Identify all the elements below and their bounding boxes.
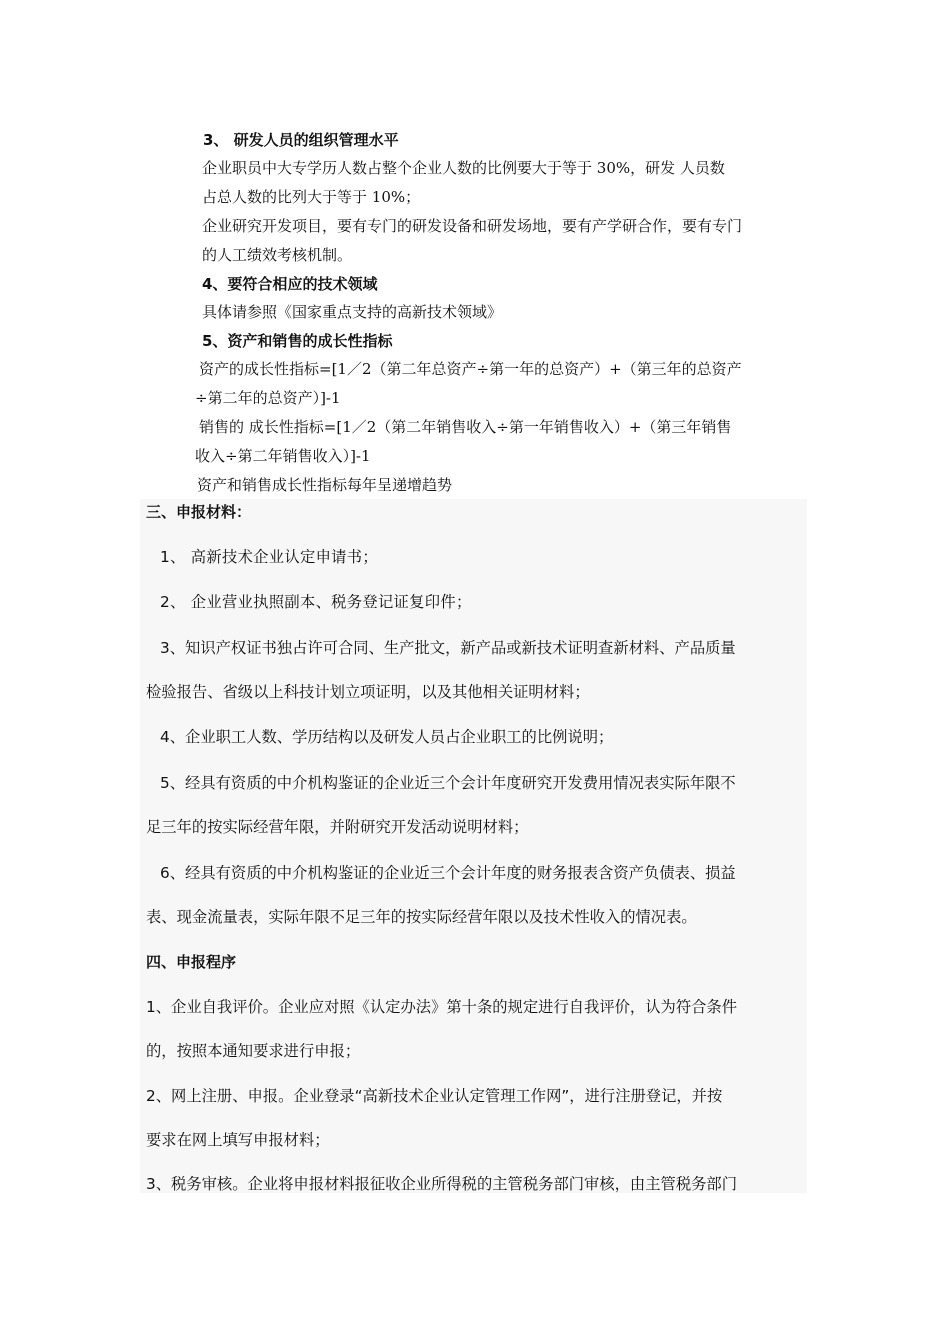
formula-line: ÷第二年的总资产）]-1 xyxy=(195,389,341,407)
list-item: 3、知识产权证书独占许可合同、生产批文，新产品或新技术证明查新材料、产品质量 xyxy=(160,639,736,657)
list-item: 5、经具有资质的中介机构鉴证的企业近三个会计年度研究开发费用情况表实际年限不 xyxy=(160,774,736,792)
paragraph-line: 企业研究开发项目，要有专门的研发设备和研发场地，要有产学研合作，要有专门 xyxy=(202,217,743,235)
formula-line: 销售的 成长性指标=[1／2（第二年销售收入÷第一年销售收入）+（第三年销售 xyxy=(199,418,732,436)
list-item: 足三年的按实际经营年限，并附研究开发活动说明材料； xyxy=(146,818,529,836)
list-item: 6、经具有资质的中介机构鉴证的企业近三个会计年度的财务报表含资产负债表、损益 xyxy=(160,864,736,882)
paragraph-line: 占总人数的比列大于等于 10%； xyxy=(202,188,421,206)
list-item: 2、网上注册、申报。企业登录“高新技术企业认定管理工作网”，进行注册登记，并按 xyxy=(146,1087,723,1105)
formula-line: 资产的成长性指标=[1／2（第二年总资产÷第一年的总资产）+（第三年的总资产 xyxy=(199,360,742,378)
list-item: 3、税务审核。企业将申报材料报征收企业所得税的主管税务部门审核，由主管税务部门 xyxy=(146,1175,738,1193)
list-item: 1、 高新技术企业认定申请书； xyxy=(160,548,378,566)
list-item: 要求在网上填写申报材料； xyxy=(146,1131,330,1149)
criteria-heading-3: 3、 研发人员的组织管理水平 xyxy=(203,131,399,149)
list-item: 表、现金流量表，实际年限不足三年的按实际经营年限以及技术性收入的情况表。 xyxy=(146,908,697,926)
list-item: 检验报告、省级以上科技计划立项证明，以及其他相关证明材料； xyxy=(146,683,590,701)
list-item: 1、企业自我评价。企业应对照《认定办法》第十条的规定进行自我评价，认为符合条件 xyxy=(146,998,738,1016)
paragraph-line: 的人工绩效考核机制。 xyxy=(202,246,353,264)
criteria-heading-5: 5、资产和销售的成长性指标 xyxy=(202,332,393,350)
procedure-heading: 四、申报程序 xyxy=(146,953,237,971)
formula-line: 收入÷第二年销售收入）]-1 xyxy=(195,447,371,465)
criteria-section xyxy=(195,126,807,500)
materials-heading: 三、申报材料： xyxy=(146,503,252,521)
criteria-heading-4: 4、要符合相应的技术领域 xyxy=(202,275,378,293)
list-item: 的，按照本通知要求进行申报； xyxy=(146,1042,361,1060)
list-item: 2、 企业营业执照副本、税务登记证复印件； xyxy=(160,593,472,611)
list-item: 4、企业职工人数、学历结构以及研发人员占企业职工的比例说明； xyxy=(160,728,614,746)
paragraph-line: 企业职员中大专学历人数占整个企业人数的比例要大于等于 30%，研发 人员数 xyxy=(202,159,725,177)
paragraph-line: 具体请参照《国家重点支持的高新技术领域》 xyxy=(202,303,503,321)
paragraph-line: 资产和销售成长性指标每年呈递增趋势 xyxy=(197,476,453,494)
